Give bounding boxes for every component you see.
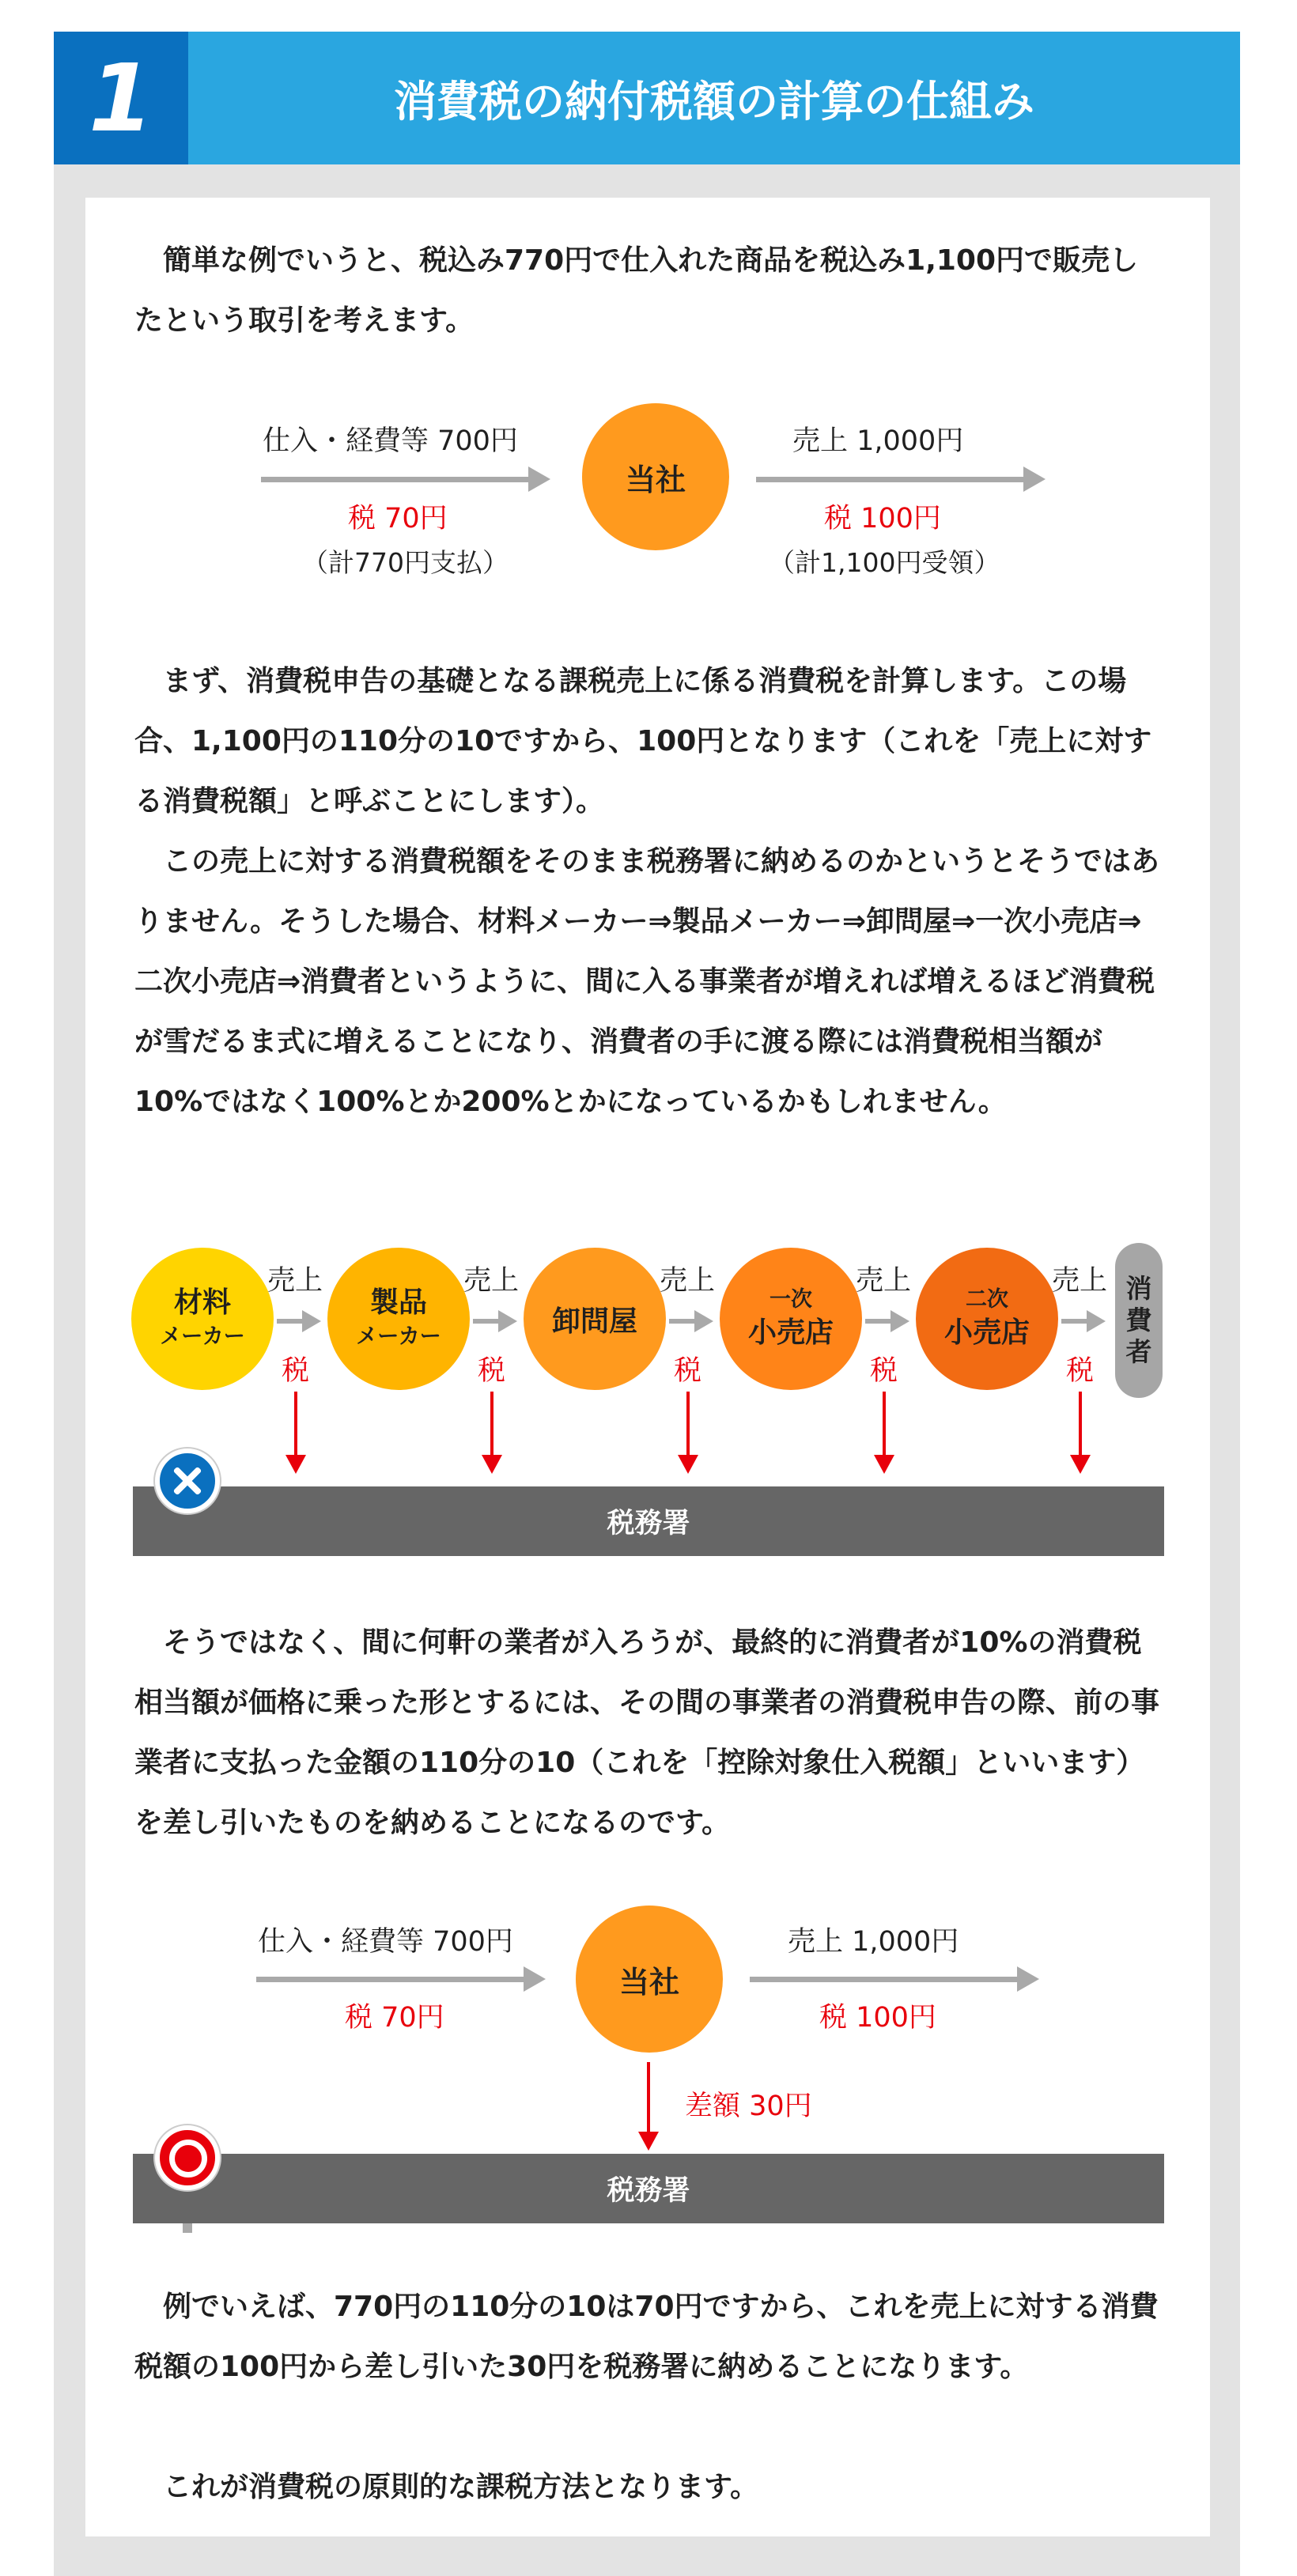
chain-arrow: [277, 1319, 304, 1324]
sales-tax-label: 税 100円: [824, 503, 941, 534]
node-label-main: 卸問屋: [551, 1305, 637, 1338]
tax-label: 税: [1066, 1355, 1095, 1387]
purchase-label: 仕入・経費等 700円: [258, 1926, 513, 1958]
tax-down-arrow: [883, 1392, 886, 1458]
section-header: [54, 32, 1240, 164]
tax-label: 税: [478, 1355, 506, 1387]
company-circle: [582, 403, 729, 550]
chain-arrow: [473, 1319, 500, 1324]
node-label-main: 小売店: [943, 1316, 1030, 1349]
purchase-tax-label: 税 70円: [348, 503, 448, 534]
paragraph-intro: 簡単な例でいうと、税込み770円で仕入れた商品を税込み1,100円で販売したという取引を考えます。: [134, 244, 1139, 337]
node-label-sub: 一次: [770, 1287, 812, 1312]
purchase-arrow: [261, 477, 530, 482]
tax-label: 税: [870, 1355, 898, 1387]
consumer-char: 費: [1125, 1305, 1152, 1335]
tax-label: 税: [282, 1355, 310, 1387]
sales-label: 売上 1,000円: [792, 425, 964, 457]
sale-label: 売上: [267, 1265, 323, 1297]
purchase-total-label: （計770円支払）: [302, 547, 509, 578]
node-label-sub: 二次: [966, 1287, 1008, 1312]
sales-arrow: [756, 477, 1025, 482]
sale-label: 売上: [856, 1265, 912, 1297]
tax-office-label: 税務署: [607, 2175, 690, 2207]
paragraph-conclusion: これが消費税の原則的な課税方法となります。: [163, 2471, 759, 2503]
node-product-maker: [327, 1248, 470, 1390]
node-label-main: 小売店: [747, 1316, 834, 1349]
paragraph-sales-tax: まず、消費税申告の基礎となる課税売上に係る消費税を計算します。この場合、1,100円の110分の10ですから、100円となります（これを「売上に対する消費税額」と呼ぶことにします）。: [134, 665, 1152, 818]
sales-total-label: （計1,100円受領）: [769, 547, 1000, 578]
cross-icon: [155, 1449, 220, 1513]
chain-arrow: [1061, 1319, 1088, 1324]
sales-arrow: [750, 1977, 1019, 1982]
tax-down-arrow: [490, 1392, 493, 1458]
purchase-label: 仕入・経費等 700円: [263, 425, 518, 457]
node-label-main: 材料: [173, 1286, 231, 1319]
consumer-char: 消: [1125, 1273, 1152, 1304]
paragraph-deduction: そうではなく、間に何軒の業者が入ろうが、最終的に消費者が10%の消費税相当額が価格に乗った形とするには、その間の事業者の消費税申告の際、前の事業者に支払った金額の110分の10（これを「控除対象仕入税額」といいます）を差し引いたものを納めることになるのです。: [134, 1626, 1160, 1839]
node-label-sub: メーカー: [356, 1324, 441, 1349]
purchase-arrow: [256, 1977, 525, 1982]
consumer-char: 者: [1125, 1336, 1152, 1367]
node-material-maker: [131, 1248, 274, 1390]
company-label: 当社: [625, 462, 686, 497]
paragraph-cascade: この売上に対する消費税額をそのまま税務署に納めるのかというとそうではありません。そうした場合、材料メーカー⇒製品メーカー⇒卸問屋⇒一次小売店⇒二次小売店⇒消費者というように、間に入る事業者が増えれば増えるほど消費税が雪だるま式に増えることになり、消費者の手に渡る際には消費税相当額が10%ではなく100%とか200%とかになっているかもしれません。: [134, 845, 1160, 1118]
node-secondary-retailer: [916, 1248, 1058, 1390]
sales-tax-label: 税 100円: [819, 2002, 936, 2034]
section-number: 1: [54, 32, 188, 164]
section-title: 消費税の納付税額の計算の仕組み: [394, 76, 1034, 127]
company-label: 当社: [618, 1964, 679, 2000]
sale-label: 売上: [1052, 1265, 1108, 1297]
tax-down-arrow: [686, 1392, 690, 1458]
node-primary-retailer: [720, 1248, 862, 1390]
sale-label: 売上: [463, 1265, 520, 1297]
chain-arrow: [669, 1319, 696, 1324]
tax-down-arrow: [294, 1392, 297, 1458]
node-label-main: 製品: [369, 1286, 427, 1319]
sales-label: 売上 1,000円: [788, 1926, 959, 1958]
difference-label: 差額 30円: [685, 2091, 812, 2122]
chain-arrow: [865, 1319, 892, 1324]
company-circle: [576, 1906, 723, 2053]
tax-office-bar: [133, 2154, 1164, 2223]
node-wholesaler: [524, 1248, 666, 1390]
purchase-tax-label: 税 70円: [345, 2002, 444, 2034]
tax-down-arrow: [1079, 1392, 1082, 1458]
tax-office-label: 税務署: [607, 1508, 690, 1539]
circle-ok-icon: [155, 2125, 220, 2190]
paragraph-example: 例でいえば、770円の110分の10は70円ですから、これを売上に対する消費税額の100円から差し引いた30円を税務署に納めることになります。: [134, 2291, 1159, 2383]
tax-office-bar: [133, 1486, 1164, 1556]
consumer-pill: [1115, 1243, 1163, 1398]
node-label-sub: メーカー: [160, 1324, 245, 1349]
sale-label: 売上: [660, 1265, 716, 1297]
payment-down-arrow: [647, 2062, 650, 2135]
tax-label: 税: [674, 1355, 702, 1387]
